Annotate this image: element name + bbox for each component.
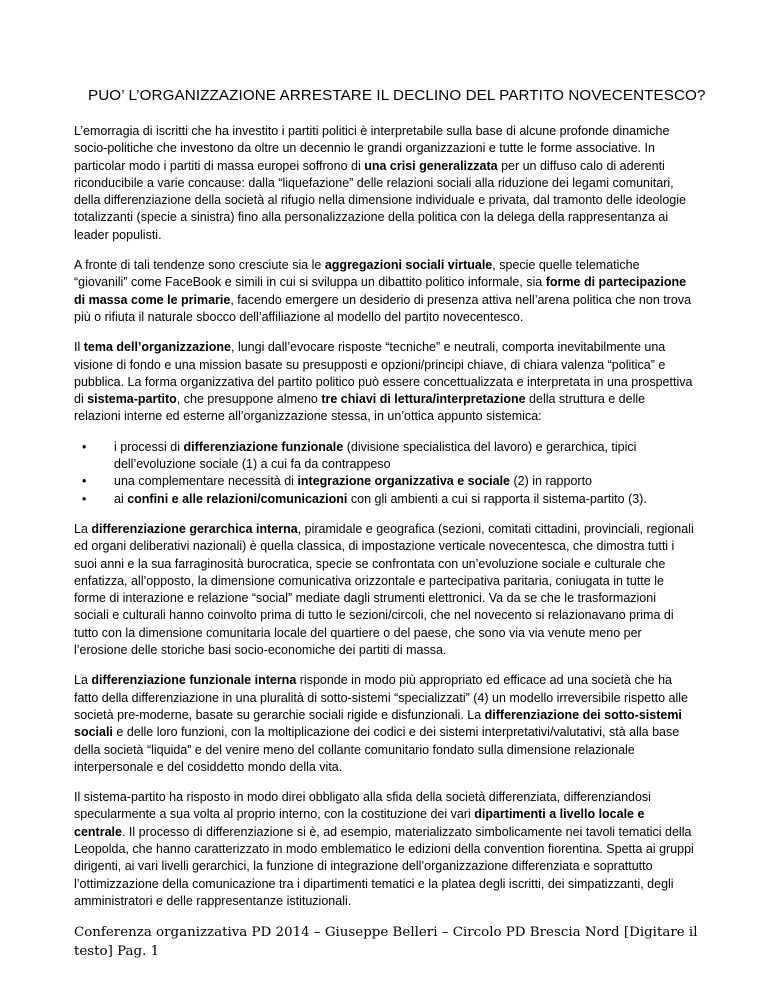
text-run: , piramidale e geografica (sezioni, comitati cittadini, provinciali, regionali ed organi deliberativi nazionali) è quella classica, di impostazione verticale novecentesca, che dimostra tutti i suoi anni e la sua farraginosità burocratica, specie se confrontata con un’evoluzione sociale e culturale che enfatizza, all’opposto, la dimensione comunicativa orizzontale e partecipativa paritaria, coniugata in tutte le forme di interazione e relazione “social” mediate dagli strumenti elettronici. Va da se che le trasformazioni sociali e culturali hanno coinvolto prima di tutto le sezioni/circoli, che nel novecento si relazionavano prima di tutto con la dimensione comunitaria locale del quartiere o del paese, che sono via via venute meno per l’erosione delle storiche basi socio-economiche dei partiti di massa. (74, 521, 694, 658)
bold-run: differenziazione funzionale (183, 439, 344, 454)
text-run: risponde in modo più appropriato ed efficace ad una società che ha fatto della differenziazione in una pluralità di sotto-sistemi “specializzati” (4) un modello irreversibile rispetto alle società pre-moderne, basate su gerarchie sociali rigide e disfunzionali. La (74, 673, 688, 722)
paragraph-hierarchical-differentiation (74, 521, 694, 659)
list-item (74, 473, 694, 490)
text-run: Il sistema-partito ha risposto in modo direi obbligato alla sfida della società differenziata, differenziandosi specularmente a sua volta al proprio interno, con la costituzione dei vari (74, 790, 651, 822)
text-run: con gli ambienti a cui si rapporta il sistema-partito (3). (347, 491, 647, 506)
bold-run: aggregazioni sociali virtuale (324, 258, 493, 273)
text-run: , specie quelle telematiche “giovanili” come FaceBook e simili in cui si sviluppa un dibattito politico informale, sia (74, 258, 640, 290)
bold-run: confini e alle relazioni/comunicazioni (127, 491, 348, 506)
page-footer: Conferenza organizzativa PD 2014 – Giuseppe Belleri – Circolo PD Brescia Nord [Digitare il testo] Pag. 1 (74, 922, 708, 961)
text-run: ai (114, 491, 128, 506)
paragraph-intro (74, 123, 694, 244)
paragraph-aggregations (74, 257, 694, 326)
bullet-icon: • (82, 491, 87, 506)
text-run: (2) in rapporto (510, 474, 592, 489)
bullet-icon: • (82, 439, 87, 454)
text-run: , che presuppone almeno (176, 392, 322, 407)
text-run: A fronte di tali tendenze sono cresciute sia le (74, 258, 325, 273)
bold-run: forme di partecipazione di massa come le primarie (74, 275, 687, 307)
paragraph-functional-differentiation (74, 672, 694, 776)
paragraph-organization-theme (74, 339, 694, 425)
bold-run: integrazione organizzativa e sociale (297, 474, 511, 489)
bold-run: dipartimenti a livello locale e centrale (74, 807, 645, 839)
text-run: una complementare necessità di (114, 474, 298, 489)
text-run: della struttura e delle relazioni interne ed esterne all’organizzazione stessa, in un’ottica appunto sistemica: (74, 392, 646, 424)
text-run: La (74, 521, 92, 536)
bold-run: una crisi generalizzata (364, 158, 498, 173)
bold-run: tema dell’organizzazione (83, 340, 231, 355)
bullet-list (74, 439, 694, 508)
bold-run: differenziazione dei sotto-sistemi sociali (74, 707, 682, 740)
text-run: L’emorragia di iscritti che ha investito i partiti politici è interpretabile sulla base di alcune profonde dinamiche socio-politiche che investono da oltre un decennio le grandi organizzazioni e tutte le forme associative. In particolar modo i partiti di massa europei soffrono di (74, 124, 670, 173)
bold-run: differenziazione gerarchica interna (91, 521, 298, 536)
text-run: Il (74, 340, 84, 355)
document-title: PUO’ L’ORGANIZZAZIONE ARRESTARE IL DECLINO DEL PARTITO NOVECENTESCO? (88, 87, 706, 104)
text-run: e delle loro funzioni, con la moltiplicazione dei codici e dei sistemi interpretativi/valutativi, stà alla base della società “liquida” e del venire meno del collante comunitario fondato sulla dimensione relazionale interpersonale e del cosiddetto mondo della vita. (74, 725, 680, 774)
text-run: , lungi dall’evocare risposte “tecniche” e neutrali, comporta inevitabilmente una visione di fondo e una mission basate su presupposti e opzioni/principi chiave, di chiara valenza “politica” e pubblica. La forma organizzativa del partito politico può essere concettualizzata e interpretata in una prospettiva di (74, 340, 693, 407)
text-run: La (74, 673, 92, 688)
paragraph-party-system (74, 789, 694, 910)
bold-run: tre chiavi di lettura/interpretazione (321, 392, 526, 407)
bullet-icon: • (82, 474, 87, 489)
bold-run: sistema-partito (87, 392, 177, 407)
list-item (74, 439, 694, 474)
text-run: per un diffuso calo di aderenti riconducibile a varie concause: dalla “liquefazione” delle relazioni sociali alla riduzione dei legami comunitari, della differenziazione della società al rifugio nella dimensione individuale e privata, dal tramonto delle ideologie totalizzanti (specie a sinistra) fino alla personalizzazione della politica con la delega della rappresentanza ai leader populisti. (74, 158, 686, 242)
list-item (74, 491, 694, 508)
text-run: (divisione specialistica del lavoro) e gerarchica, tipici dell’evoluzione sociale (1) a cui fa da contrappeso (114, 439, 637, 472)
text-run: , facendo emergere un desiderio di presenza attiva nell’arena politica che non trova più o rifiuta il naturale sbocco dell’affiliazione al modello del partito novecentesco. (74, 292, 692, 324)
bold-run: differenziazione funzionale interna (91, 673, 297, 688)
text-run: . Il processo di differenziazione si è, ad esempio, materializzato simbolicamente nei tavoli tematici della Leopolda, che hanno caratterizzato in modo emblematico le edizioni della convention fiorentina. Spetta ai gruppi dirigenti, ai vari livelli gerarchici, la funzione di integrazione dell’organizzazione differenziata e soprattutto l’ottimizzazione della comunicazione tra i dipartimenti tematici e la platea degli iscritti, dei simpatizzanti, degli amministratori e delle rappresentanze istituzionali. (74, 824, 694, 908)
text-run: i processi di (114, 439, 184, 454)
